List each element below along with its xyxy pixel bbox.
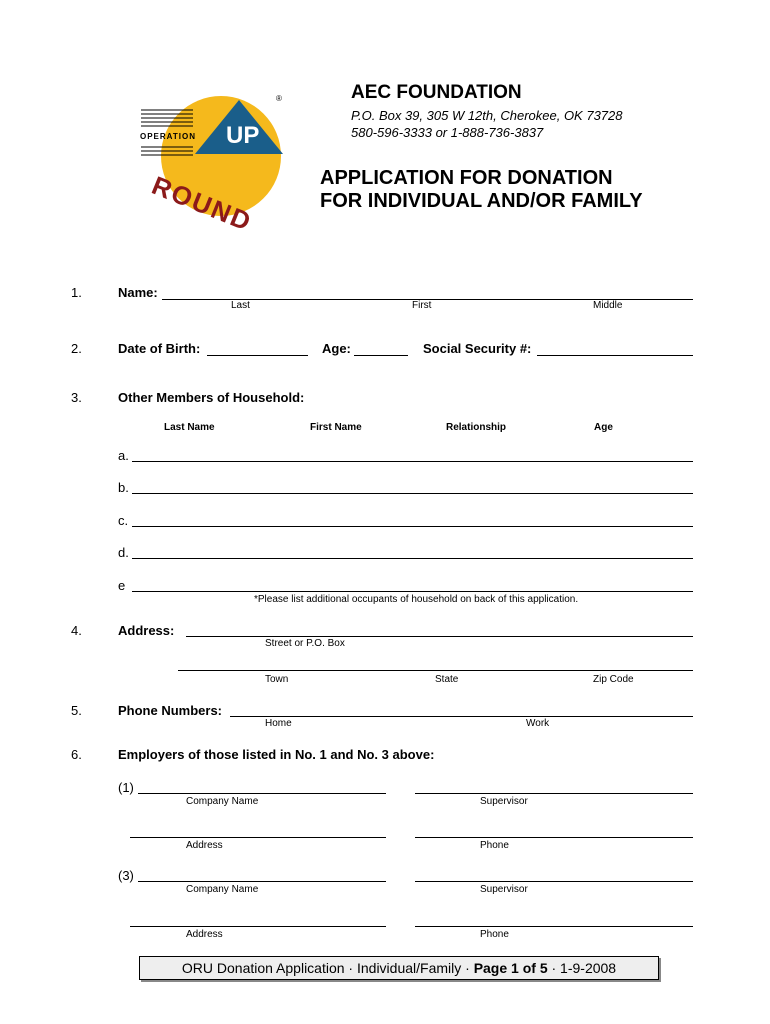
question-number-1: 1. xyxy=(71,285,82,300)
household-row-a-label: a. xyxy=(118,448,129,463)
ssn-label: Social Security #: xyxy=(423,341,532,356)
operation-round-up-logo xyxy=(135,92,285,238)
employer-1-sub-address: Address xyxy=(186,840,223,851)
employer-1-address-field[interactable] xyxy=(130,837,386,838)
employer-1-company-field[interactable] xyxy=(138,793,386,794)
question-number-2: 2. xyxy=(71,341,82,356)
employer-3-address-field[interactable] xyxy=(130,926,386,927)
form-title-line2: FOR INDIVIDUAL AND/OR FAMILY xyxy=(320,190,643,212)
employer-1-phone-field[interactable] xyxy=(415,837,693,838)
household-row-b-label: b. xyxy=(118,480,129,495)
question-number-5: 5. xyxy=(71,703,82,718)
page-footer xyxy=(139,956,659,980)
household-row-d-label: d. xyxy=(118,545,129,560)
footer-page-number: Page 1 of 5 xyxy=(473,960,548,976)
age-field[interactable] xyxy=(354,355,408,356)
address-sub-state: State xyxy=(435,674,459,685)
name-sub-first: First xyxy=(412,300,432,311)
employer-1-sub-phone: Phone xyxy=(480,840,509,851)
phone-sub-work: Work xyxy=(526,718,550,729)
logo-operation-text: OPERATION xyxy=(140,132,196,141)
household-note: *Please list additional occupants of household on back of this application. xyxy=(254,594,579,605)
employer-3-company-field[interactable] xyxy=(138,881,386,882)
employer-3-phone-field[interactable] xyxy=(415,926,693,927)
address-label: Address: xyxy=(118,623,175,638)
household-col-relationship: Relationship xyxy=(446,422,507,433)
form-title-line1: APPLICATION FOR DONATION xyxy=(320,167,613,189)
footer-text-part2: · 1-9-2008 xyxy=(547,960,617,976)
age-label: Age: xyxy=(322,341,351,356)
logo-round-text: ROUND xyxy=(147,170,257,238)
household-col-first-name: First Name xyxy=(310,422,362,433)
employer-3-supervisor-field[interactable] xyxy=(415,881,693,882)
household-row-e-label: e xyxy=(118,578,126,593)
footer-text-part1: ORU Donation Application · Individual/Family · xyxy=(181,960,474,976)
employer-1-label: (1) xyxy=(118,780,134,795)
ssn-field[interactable] xyxy=(537,355,693,356)
name-label: Name: xyxy=(118,285,158,300)
phone-numbers-label: Phone Numbers: xyxy=(118,703,223,718)
household-row-d-field[interactable] xyxy=(132,558,693,559)
employer-3-label: (3) xyxy=(118,868,134,883)
address-sub-town: Town xyxy=(265,674,289,685)
employer-3-sub-supervisor: Supervisor xyxy=(480,884,528,895)
employer-3-sub-phone: Phone xyxy=(480,929,509,940)
address-town-state-zip-field[interactable] xyxy=(178,670,693,671)
household-row-a-field[interactable] xyxy=(132,461,693,462)
organization-address: P.O. Box 39, 305 W 12th, Cherokee, OK 73728 xyxy=(351,108,623,123)
household-row-e-field[interactable] xyxy=(132,591,693,592)
question-number-6: 6. xyxy=(71,747,82,762)
household-col-age: Age xyxy=(594,422,613,433)
dob-field[interactable] xyxy=(207,355,308,356)
question-number-4: 4. xyxy=(71,623,82,638)
logo-up-text: UP xyxy=(226,122,260,149)
name-sub-last: Last xyxy=(231,300,250,311)
household-row-c-label: c. xyxy=(118,513,129,528)
address-sub-zip: Zip Code xyxy=(593,674,634,685)
household-row-c-field[interactable] xyxy=(132,526,693,527)
employer-1-sub-supervisor: Supervisor xyxy=(480,796,528,807)
employer-1-sub-company: Company Name xyxy=(186,796,259,807)
address-sub-street: Street or P.O. Box xyxy=(265,638,345,649)
organization-phone: 580-596-3333 or 1-888-736-3837 xyxy=(351,125,544,140)
name-sub-middle: Middle xyxy=(593,300,623,311)
address-street-field[interactable] xyxy=(186,636,693,637)
employers-label: Employers of those listed in No. 1 and No. 3 above: xyxy=(118,747,435,762)
question-number-3: 3. xyxy=(71,390,82,405)
organization-name: AEC FOUNDATION xyxy=(351,82,522,103)
logo-registered-mark: ® xyxy=(276,94,282,103)
phone-numbers-field[interactable] xyxy=(230,716,693,717)
dob-label: Date of Birth: xyxy=(118,341,201,356)
phone-sub-home: Home xyxy=(265,718,292,729)
employer-3-sub-address: Address xyxy=(186,929,223,940)
employer-1-supervisor-field[interactable] xyxy=(415,793,693,794)
household-row-b-field[interactable] xyxy=(132,493,693,494)
household-col-last-name: Last Name xyxy=(164,422,215,433)
employer-3-sub-company: Company Name xyxy=(186,884,259,895)
household-label: Other Members of Household: xyxy=(118,390,305,405)
